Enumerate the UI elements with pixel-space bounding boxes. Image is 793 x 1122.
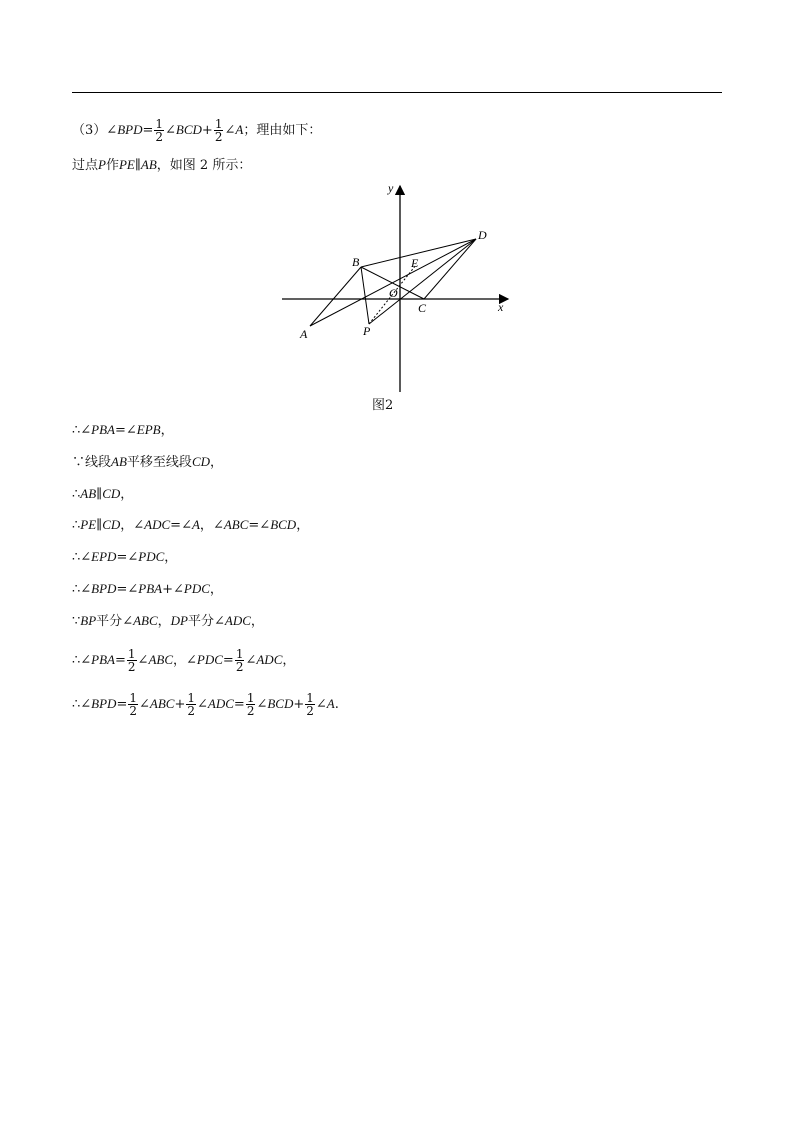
segment-ab: AB bbox=[111, 454, 127, 469]
equals: = bbox=[115, 653, 126, 668]
segment-ab: AB bbox=[140, 157, 157, 172]
label-x: x bbox=[498, 300, 504, 314]
numerator: 1 bbox=[246, 691, 255, 705]
angle-bcd: ∠BCD bbox=[165, 122, 202, 137]
fraction-half bbox=[305, 692, 315, 717]
angle-a: ∠A bbox=[224, 122, 244, 137]
segment-cd: CD bbox=[102, 517, 121, 532]
fraction-half bbox=[127, 648, 137, 673]
angle-pba: ∠PBA bbox=[127, 581, 163, 596]
fraction-half bbox=[246, 692, 256, 717]
proof-line-3 bbox=[72, 486, 133, 503]
segment-ab bbox=[310, 267, 361, 326]
proof-line-8 bbox=[72, 648, 295, 673]
fraction-half bbox=[235, 648, 245, 673]
text: 平分 bbox=[188, 614, 215, 629]
angle-symbol: ∠ bbox=[106, 123, 118, 138]
numerator: 1 bbox=[127, 647, 136, 661]
equals: = bbox=[116, 697, 128, 712]
denominator: 2 bbox=[127, 660, 136, 674]
angle-a: ∠A bbox=[315, 696, 335, 711]
punct: ， bbox=[209, 582, 223, 597]
angle-pdc: ∠PDC bbox=[127, 549, 165, 564]
equals: = bbox=[170, 518, 182, 533]
fraction-half bbox=[128, 692, 138, 717]
equals: = bbox=[142, 123, 154, 138]
segment-cd: CD bbox=[191, 454, 210, 469]
therefore-symbol: ∴ bbox=[72, 518, 81, 533]
label-d: D bbox=[478, 228, 487, 242]
proof-line-1 bbox=[72, 422, 174, 439]
angle-bcd: ∠BCD bbox=[256, 696, 294, 711]
construction-line bbox=[72, 157, 251, 174]
equals: = bbox=[116, 550, 128, 565]
therefore-symbol: ∴ bbox=[72, 487, 81, 502]
punct: ， bbox=[120, 487, 134, 502]
label-y: y bbox=[388, 181, 394, 195]
proof-line-9 bbox=[72, 692, 339, 717]
numerator: 1 bbox=[214, 117, 223, 131]
label-c: C bbox=[418, 301, 427, 315]
geometry-figure bbox=[276, 178, 516, 414]
angle-adc: ∠ADC bbox=[197, 696, 234, 711]
angle-abc: ∠ABC bbox=[122, 613, 158, 628]
angle-abc: ∠ABC bbox=[137, 652, 173, 667]
segment-ab: AB bbox=[80, 486, 97, 501]
segment-ad bbox=[310, 239, 476, 326]
fraction-half bbox=[154, 118, 164, 143]
angle-abc: ∠ABC bbox=[212, 517, 249, 532]
numerator: 1 bbox=[306, 691, 314, 705]
punct: ， bbox=[173, 653, 187, 668]
angle-a: ∠A bbox=[181, 517, 200, 532]
proof-line-6 bbox=[72, 581, 223, 598]
text: 过点 bbox=[72, 158, 99, 173]
label-p: P bbox=[363, 324, 371, 338]
therefore-symbol: ∴ bbox=[72, 423, 81, 438]
statement-3 bbox=[72, 118, 321, 143]
denominator: 2 bbox=[306, 704, 314, 718]
parallel-symbol: ∥ bbox=[134, 158, 141, 173]
angle-pba: ∠PBA bbox=[80, 422, 115, 437]
therefore-symbol: ∴ bbox=[72, 582, 81, 597]
punct: ， bbox=[157, 614, 171, 629]
angle-pba: ∠PBA bbox=[80, 652, 115, 667]
item-number: （3） bbox=[72, 123, 107, 138]
denominator: 2 bbox=[246, 704, 255, 718]
equals: = bbox=[248, 518, 260, 533]
equals: = bbox=[116, 582, 128, 597]
numerator: 1 bbox=[155, 117, 164, 131]
text: ，如图 2 所示： bbox=[156, 158, 252, 173]
angle-bcd: ∠BCD bbox=[259, 517, 297, 532]
equals: = bbox=[115, 423, 126, 438]
angle-bpd: ∠BPD bbox=[80, 696, 117, 711]
segment-cd bbox=[424, 239, 476, 299]
segment-cd: CD bbox=[102, 486, 121, 501]
equals: = bbox=[222, 653, 234, 668]
parallel-symbol: ∥ bbox=[96, 487, 103, 502]
parallel-symbol: ∥ bbox=[96, 518, 103, 533]
punct: ， bbox=[164, 550, 178, 565]
denominator: 2 bbox=[214, 130, 223, 144]
punct: ， bbox=[296, 518, 310, 533]
figure-svg bbox=[276, 178, 516, 394]
numerator: 1 bbox=[129, 691, 137, 705]
punct: ， bbox=[160, 423, 174, 438]
proof-line-4 bbox=[72, 517, 309, 534]
fraction-half bbox=[214, 118, 224, 143]
segment-pe: PE bbox=[80, 517, 97, 532]
angle-adc: ∠ADC bbox=[214, 613, 251, 628]
angle-epd: ∠EPD bbox=[80, 549, 117, 564]
segment-bp: BP bbox=[80, 613, 97, 628]
angle-pdc: ∠PDC bbox=[172, 581, 210, 596]
angle-pdc: ∠PDC bbox=[186, 652, 223, 667]
punct: ， bbox=[199, 518, 213, 533]
figure-caption: 图2 bbox=[372, 398, 394, 413]
plus: + bbox=[201, 123, 213, 138]
proof-line-2 bbox=[72, 454, 223, 471]
equals: = bbox=[233, 697, 245, 712]
punct: ， bbox=[250, 614, 264, 629]
text: 作 bbox=[105, 158, 119, 173]
segment-pe: PE bbox=[118, 157, 135, 172]
denominator: 2 bbox=[129, 704, 137, 718]
therefore-symbol: ∴ bbox=[72, 697, 81, 712]
punct: ， bbox=[120, 518, 134, 533]
header-rule bbox=[72, 92, 722, 93]
reason-text: ；理由如下： bbox=[243, 123, 322, 138]
angle-epb: ∠EPB bbox=[125, 422, 161, 437]
punct: ， bbox=[210, 455, 224, 470]
angle-abc: ∠ABC bbox=[139, 696, 175, 711]
angle-adc: ∠ADC bbox=[245, 652, 283, 667]
punct: . bbox=[334, 697, 339, 712]
denominator: 2 bbox=[235, 660, 244, 674]
point-p: P bbox=[98, 157, 106, 172]
fraction-half bbox=[186, 692, 196, 717]
plus: + bbox=[174, 697, 186, 712]
proof-line-7 bbox=[72, 613, 264, 630]
numerator: 1 bbox=[235, 647, 244, 661]
angle-bpd: ∠BPD bbox=[80, 581, 117, 596]
plus: + bbox=[293, 697, 305, 712]
angle-adc: ∠ADC bbox=[133, 517, 171, 532]
therefore-symbol: ∴ bbox=[72, 653, 81, 668]
plus: + bbox=[162, 582, 173, 597]
label-b: B bbox=[352, 255, 360, 269]
angle-bpd: BPD bbox=[117, 122, 143, 137]
denominator: 2 bbox=[155, 130, 164, 144]
because-symbol: ∵ bbox=[72, 614, 81, 629]
text: 线段 bbox=[85, 455, 112, 470]
denominator: 2 bbox=[187, 704, 195, 718]
segment-dp: DP bbox=[170, 613, 188, 628]
label-o: O bbox=[389, 286, 398, 300]
label-e: E bbox=[411, 256, 419, 270]
text: 平分 bbox=[96, 614, 123, 629]
numerator: 1 bbox=[187, 691, 195, 705]
label-a: A bbox=[300, 327, 308, 341]
text: 平移至线段 bbox=[126, 455, 192, 470]
proof-line-5 bbox=[72, 549, 177, 566]
because-symbol: ∵ bbox=[72, 455, 86, 470]
punct: ， bbox=[282, 653, 296, 668]
therefore-symbol: ∴ bbox=[72, 550, 81, 565]
